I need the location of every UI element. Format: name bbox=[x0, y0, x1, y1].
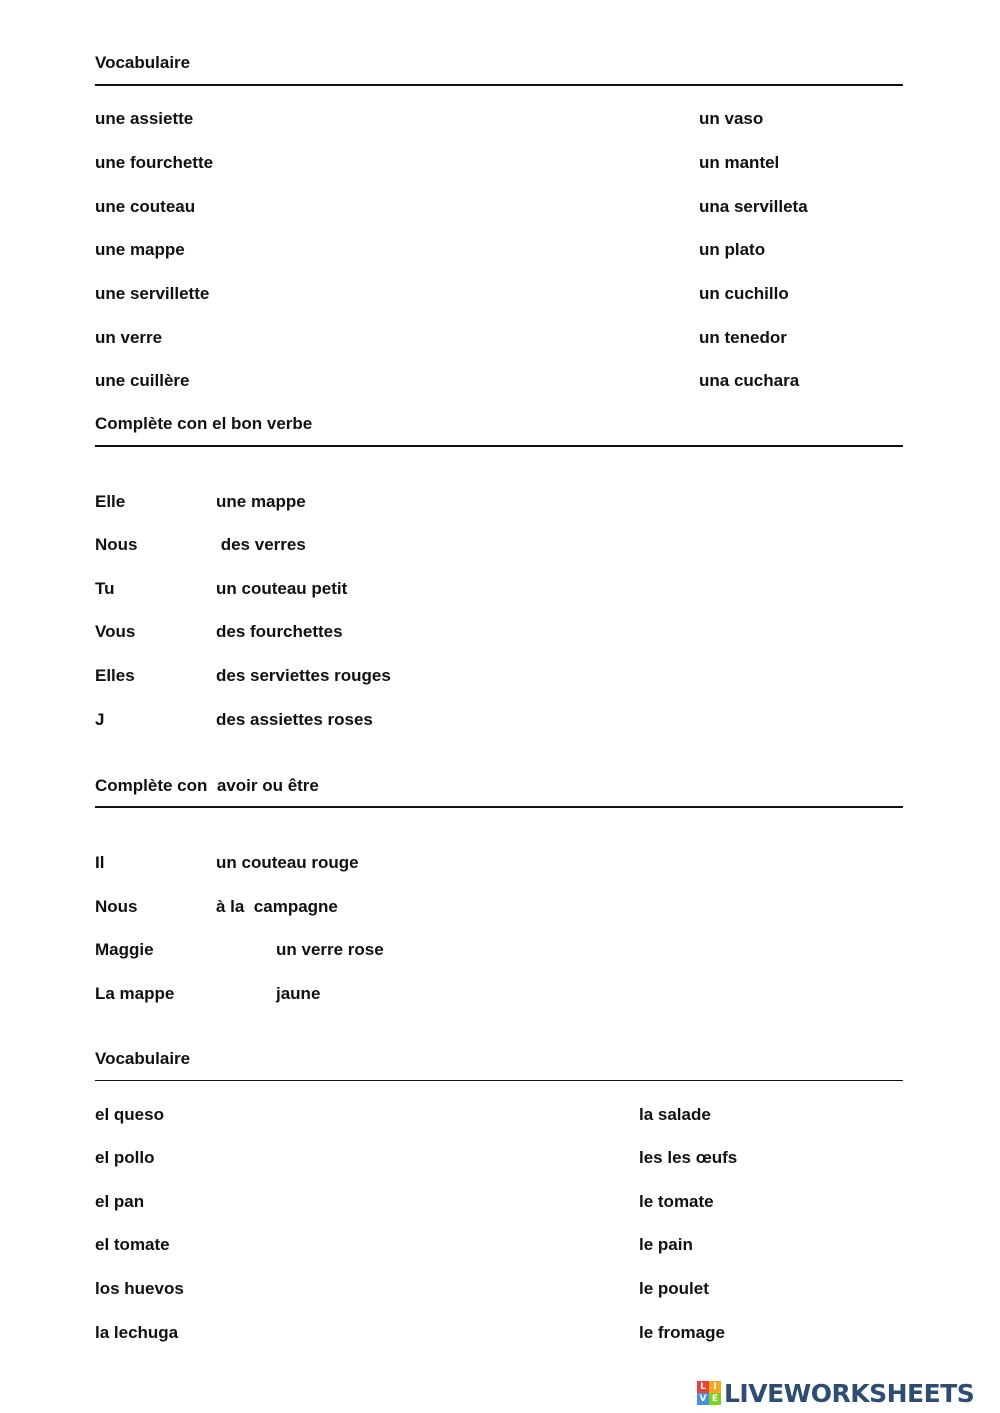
logo-letter: L bbox=[697, 1381, 709, 1393]
vocab-spanish-word: los huevos bbox=[95, 1279, 184, 1298]
exercise-subject: Il bbox=[95, 853, 105, 872]
vocab-french-word: un verre bbox=[95, 328, 163, 347]
logo-letter: I bbox=[709, 1381, 721, 1393]
vocab-spanish-word: la lechuga bbox=[95, 1323, 179, 1342]
exercise-subject: Nous bbox=[95, 535, 138, 554]
divider bbox=[95, 806, 903, 808]
vocab-spanish-word: el tomate bbox=[95, 1235, 170, 1254]
vocab-spanish-word: el queso bbox=[95, 1105, 164, 1124]
vocab-french-word[interactable]: le fromage bbox=[639, 1323, 725, 1342]
exercise-phrase: des verres bbox=[216, 535, 306, 554]
section-title-vocabulary-2: Vocabulaire bbox=[95, 1049, 191, 1068]
vocab-french-word: une fourchette bbox=[95, 153, 214, 172]
exercise-phrase: un couteau petit bbox=[216, 579, 348, 598]
exercise-subject: J bbox=[95, 710, 105, 729]
vocab-french-word[interactable]: le poulet bbox=[639, 1279, 709, 1298]
logo-text: LIVEWORKSHEETS bbox=[724, 1378, 975, 1408]
section-title-vocabulary-1: Vocabulaire bbox=[95, 53, 191, 72]
vocab-french-word[interactable]: la salade bbox=[639, 1105, 711, 1124]
vocab-french-word: une mappe bbox=[95, 240, 185, 259]
vocab-french-word: une assiette bbox=[95, 109, 194, 128]
logo-mark-icon bbox=[697, 1381, 721, 1405]
exercise-phrase: des fourchettes bbox=[216, 622, 343, 641]
logo-letter: E bbox=[709, 1393, 721, 1405]
logo-letter: V bbox=[697, 1393, 709, 1405]
divider bbox=[95, 84, 903, 86]
exercise-phrase: des serviettes rouges bbox=[216, 666, 391, 685]
exercise-phrase: un verre rose bbox=[276, 940, 384, 959]
vocab-french-word[interactable]: le tomate bbox=[639, 1192, 714, 1211]
vocab-french-word: une couteau bbox=[95, 197, 196, 216]
vocab-spanish-word[interactable]: un plato bbox=[699, 240, 766, 259]
exercise-phrase: jaune bbox=[276, 984, 321, 1003]
vocab-spanish-word: el pan bbox=[95, 1192, 145, 1211]
vocab-french-word[interactable]: les les œufs bbox=[639, 1148, 738, 1167]
exercise-phrase: une mappe bbox=[216, 492, 306, 511]
vocab-spanish-word[interactable]: una servilleta bbox=[699, 197, 808, 216]
exercise-subject: La mappe bbox=[95, 984, 175, 1003]
divider bbox=[95, 445, 903, 447]
vocab-spanish-word[interactable]: un mantel bbox=[699, 153, 780, 172]
section-title-avoir-etre: Complète con avoir ou être bbox=[95, 776, 319, 795]
exercise-phrase: à la campagne bbox=[216, 897, 338, 916]
exercise-subject: Tu bbox=[95, 579, 115, 598]
exercise-subject: Vous bbox=[95, 622, 136, 641]
vocab-spanish-word[interactable]: un cuchillo bbox=[699, 284, 789, 303]
vocab-spanish-word[interactable]: un vaso bbox=[699, 109, 764, 128]
exercise-subject: Elle bbox=[95, 492, 126, 511]
vocab-french-word: une servillette bbox=[95, 284, 210, 303]
vocab-spanish-word: el pollo bbox=[95, 1148, 155, 1167]
exercise-phrase: un couteau rouge bbox=[216, 853, 359, 872]
vocab-spanish-word[interactable]: una cuchara bbox=[699, 371, 800, 390]
exercise-subject: Maggie bbox=[95, 940, 154, 959]
divider bbox=[95, 1080, 903, 1081]
section-title-verb-exercise: Complète con el bon verbe bbox=[95, 414, 313, 433]
vocab-french-word[interactable]: le pain bbox=[639, 1235, 693, 1254]
vocab-french-word: une cuillère bbox=[95, 371, 190, 390]
exercise-subject: Nous bbox=[95, 897, 138, 916]
exercise-phrase: des assiettes roses bbox=[216, 710, 373, 729]
vocab-spanish-word[interactable]: un tenedor bbox=[699, 328, 787, 347]
exercise-subject: Elles bbox=[95, 666, 135, 685]
liveworksheets-logo bbox=[697, 1378, 974, 1408]
